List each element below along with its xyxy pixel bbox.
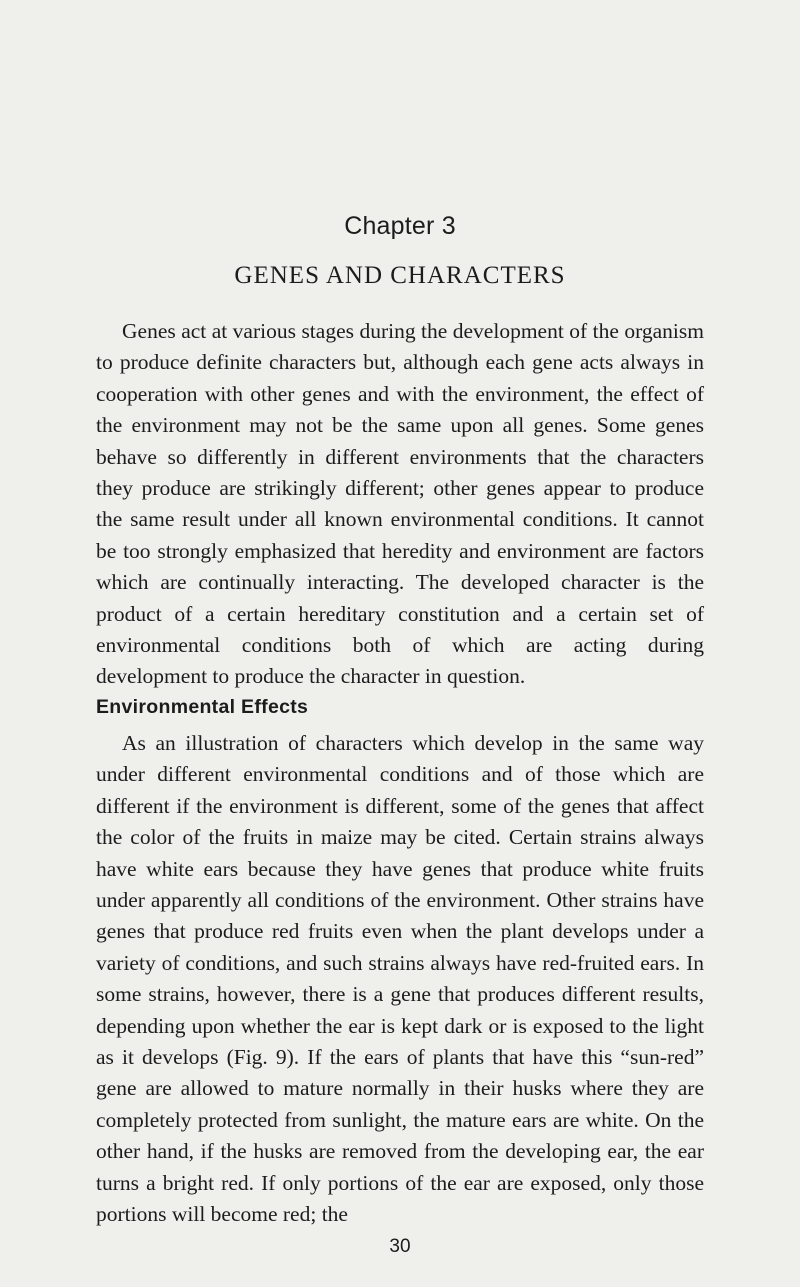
intro-paragraph: Genes act at various stages during the development of the organism to produce definite characters but, although each gene acts always in cooperation with other genes and with the environment, the effect of the environment may not be the same upon all genes. Some genes behave so differently in different environments that the characters they produce are strikingly different; other genes appear to produce the same result under all known environmental conditions. It cannot be too strongly emphasized that heredity and environment are factors which are continually interacting. The developed character is the product of a certain hereditary constitution and a certain set of environmental conditions both of which are acting during development to produce the character in question. — [96, 319, 704, 689]
page-number: 30 — [389, 1236, 411, 1257]
chapter-title: GENES AND CHARACTERS — [234, 262, 566, 289]
chapter-label: Chapter 3 — [344, 212, 456, 240]
environmental-effects-paragraph: As an illustration of characters which develop in the same way under different environmental conditions and of those which are different if the environment is different, some of the genes that affect the color of the fruits in maize may be cited. Certain strains always have white ears because they have genes that produce white fruits under apparently all conditions of the environment. Other strains have genes that produce red fruits even when the plant develops under a variety of conditions, and such strains always have red-fruited ears. In some strains, however, there is a gene that produces different results, depending upon whether the ear is kept dark or is exposed to the light as it develops (Fig. 9). If the ears of plants that have this “sun-red” gene are allowed to mature normally in their husks where they are completely protected from sunlight, the mature ears are white. On the other hand, if the husks are removed from the developing ear, the ear turns a bright red. If only portions of the ear are exposed, only those portions will become red; the — [96, 731, 704, 1227]
section-heading: Environmental Effects — [96, 696, 309, 718]
